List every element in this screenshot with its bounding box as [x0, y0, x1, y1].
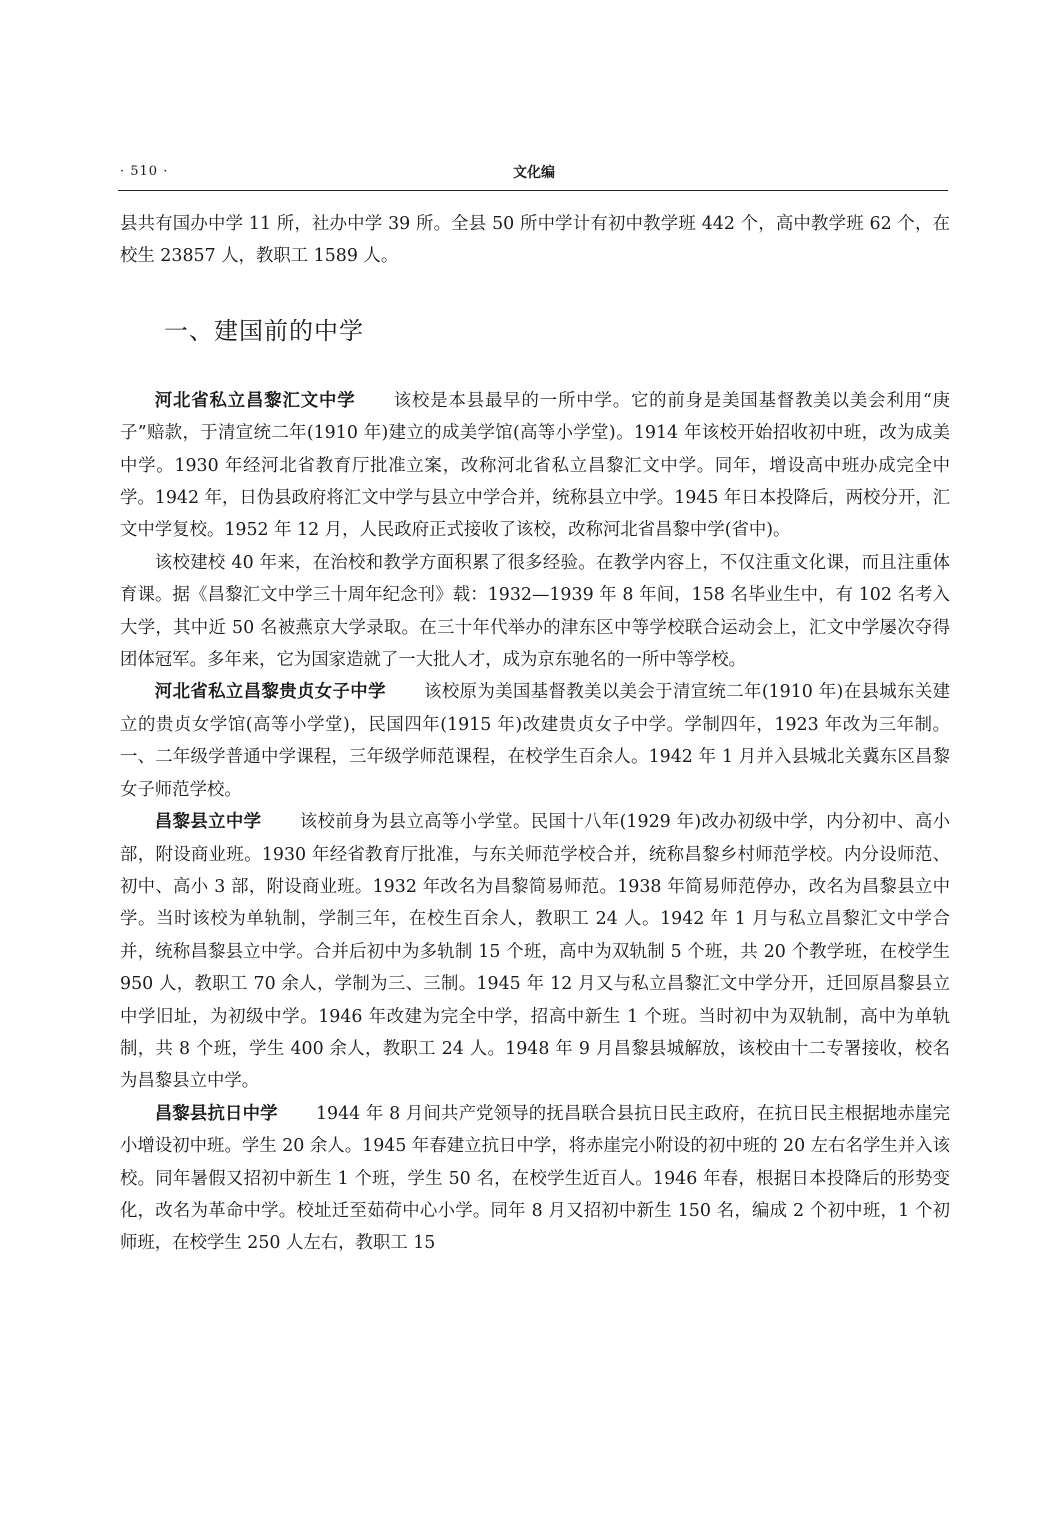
entry-text: 该校原为美国基督教美以美会于清宣统二年(1910 年)在县城东关建立的贵贞女学馆(高等小学堂)，民国四年(1915 年)改建贵贞女子中学。学制四年，1923 年改为三年制。一、二年级学普通中学课程，三年级学师范课程，在校学生百余人。1942 年 1 月并入县城北关冀东区昌黎女子师范学校。 [120, 682, 950, 800]
running-head-title: 文化编 [513, 165, 555, 181]
header-rule [118, 190, 948, 191]
intro-paragraph: 县共有国办中学 11 所，社办中学 39 所。全县 50 所中学计有初中教学班 442 个，高中教学班 62 个，在校生 23857 人，教职工 1589 人。 [120, 214, 950, 267]
entry-text: 1944 年 8 月间共产党领导的抚昌联合县抗日民主政府，在抗日民主根据地赤崖完小增设初中班。学生 20 余人。1945 年春建立抗日中学，将赤崖完小附设的初中班的 20 左右名学生并入该校。同年暑假又招初中新生 1 个班，学生 50 名，在校学生近百人。1946 年春，根据日本投降后的形势变化，改名为革命中学。校址迁至茹荷中心小学。同年 8 月又招初中新生 150 名，编成 2 个初中班，1 个初师班，在校学生 250 人左右，教职工 15 [120, 1103, 950, 1254]
school-name: 河北省私立昌黎汇文中学 [154, 390, 356, 411]
section-title: 一、建国前的中学 [164, 316, 364, 345]
entry-text: 该校是本县最早的一所中学。它的前身是美国基督教美以美会利用“庚子”赔款，于清宣统二年(1910 年)建立的成美学馆(高等小学堂)。1914 年该校开始招收初中班，改为成美中学。1930 年经河北省教育厅批准立案，改称河北省私立昌黎汇文中学。同年，增设高中班办成完全中学。1942 年，日伪县政府将汇文中学与县立中学合并，统称县立中学。1945 年日本投降后，两校分开，汇文中学复校。1952 年 12 月，人民政府正式接收了该校，改称河北省昌黎中学(省中)。 [120, 390, 950, 541]
school-name: 河北省私立昌黎贵贞女子中学 [154, 682, 386, 703]
page-number: · 510 · [120, 164, 169, 179]
entry-huiwen [120, 385, 950, 547]
page-header [120, 160, 948, 186]
page-body [120, 208, 950, 1260]
entry-kangri [120, 1098, 950, 1260]
school-name: 昌黎县抗日中学 [154, 1103, 278, 1124]
entry-guizhen [120, 676, 950, 806]
entry-text: 该校建校 40 年来，在治校和教学方面积累了很多经验。在教学内容上，不仅注重文化课，而且注重体育课。据《昌黎汇文中学三十周年纪念刊》载：1932—1939 年 8 年间，158 名毕业生中，有 102 名考入大学，其中近 50 名被燕京大学录取。在三十年代举办的津东区中等学校联合运动会上，汇文中学屡次夺得团体冠军。多年来，它为国家造就了一大批人才，成为京东驰名的一所中等学校。 [120, 552, 950, 671]
entry-xianli [120, 806, 950, 1098]
entry-text: 该校前身为县立高等小学堂。民国十八年(1929 年)改办初级中学，内分初中、高小部，附设商业班。1930 年经省教育厅批准，与东关师范学校合并，统称昌黎乡村师范学校。内分设师范、初中、高小 3 部，附设商业班。1932 年改名为昌黎简易师范。1938 年简易师范停办，改名为昌黎县立中学。当时该校为单轨制，学制三年，在校生百余人，教职工 24 人。1942 年 1 月与私立昌黎汇文中学合并，统称昌黎县立中学。合并后初中为多轨制 15 个班，高中为双轨制 5 个班，共 20 个教学班，在校学生 950 人，教职工 70 余人，学制为三、三制。1945 年 12 月又与私立昌黎汇文中学分开，迁回原昌黎县立中学旧址，为初级中学。1946 年改建为完全中学，招高中新生 1 个班。当时初中为双轨制，高中为单轨制，共 8 个班，学生 400 余人，教职工 24 人。1948 年 9 月昌黎县城解放，该校由十二专署接收，校名为昌黎县立中学。 [120, 812, 950, 1092]
entry-huiwen-continued [120, 547, 950, 677]
school-name: 昌黎县立中学 [154, 812, 262, 833]
